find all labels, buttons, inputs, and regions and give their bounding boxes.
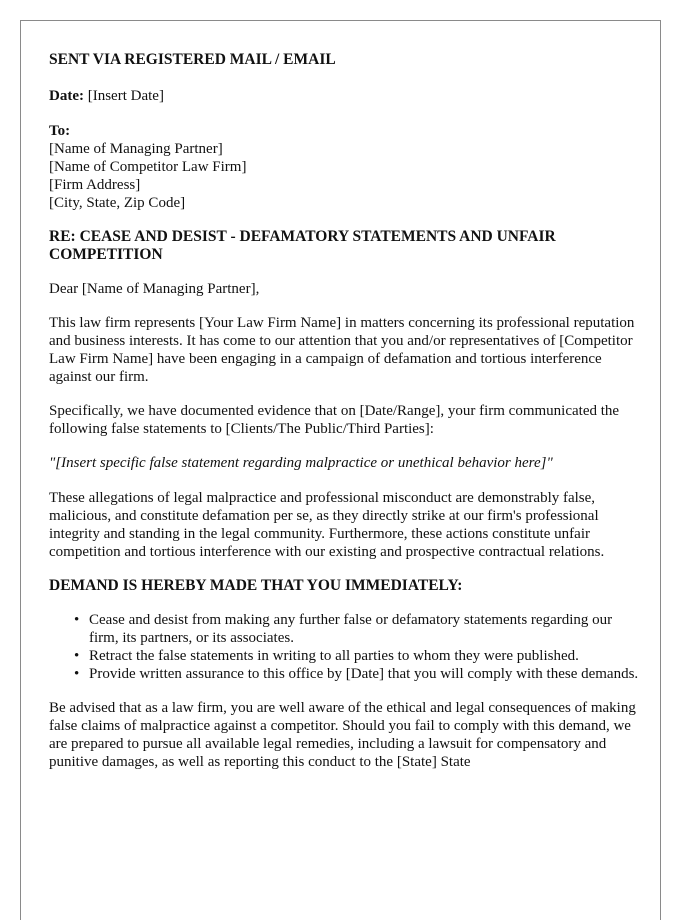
recipient-name: [Name of Managing Partner]: [49, 141, 223, 157]
recipient-address-block: [49, 122, 639, 212]
letter-page: [20, 20, 661, 920]
evidence-paragraph: Specifically, we have documented evidence that on [Date/Range], your firm communicated the following false statements to [Clients/The Public/Third Parties]:: [49, 403, 620, 437]
bullet-icon: •: [74, 648, 80, 664]
demand-text: Provide written assurance to this office by [Date] that you will comply with these demands.: [89, 666, 639, 682]
demand-item: [74, 611, 639, 647]
bullet-icon: •: [74, 612, 80, 628]
delivery-method-header: SENT VIA REGISTERED MAIL / EMAIL: [49, 51, 336, 68]
intro-paragraph: This law firm represents [Your Law Firm Name] in matters concerning its professional reputation and business interests. It has come to our attention that you and/or representatives of [Competitor Law Firm Name] have been engaging in a campaign of defamation and tortious interference against our firm.: [49, 315, 635, 385]
recipient-firm: [Name of Competitor Law Firm]: [49, 159, 247, 175]
date-line: [49, 87, 639, 105]
recipient-address: [Firm Address]: [49, 177, 141, 193]
closing-paragraph: Be advised that as a law firm, you are well aware of the ethical and legal consequences of making false claims of malpractice against a competitor. Should you fail to comply with this demand, we are prepared to pursue all available legal remedies, including a lawsuit for compensatory and punitive damages, as well as reporting this conduct to the [State] State: [49, 700, 636, 770]
subject-line: RE: CEASE AND DESIST - DEFAMATORY STATEMENTS AND UNFAIR COMPETITION: [49, 228, 556, 263]
bullet-icon: •: [74, 666, 80, 682]
false-statement-quote: "[Insert specific false statement regarding malpractice or unethical behavior here]": [49, 455, 553, 471]
demand-item: [74, 665, 639, 683]
recipient-city-state-zip: [City, State, Zip Code]: [49, 195, 186, 211]
demand-text: Retract the false statements in writing to all parties to whom they were published.: [89, 648, 579, 664]
letter-body: [49, 51, 639, 804]
demand-text: Cease and desist from making any further false or defamatory statements regarding our firm, its partners, or its associates.: [89, 612, 613, 646]
demand-heading: DEMAND IS HEREBY MADE THAT YOU IMMEDIATELY:: [49, 577, 463, 594]
demand-list: [49, 611, 639, 683]
to-label: To:: [49, 123, 71, 139]
date-value: [Insert Date]: [87, 88, 164, 104]
allegations-paragraph: These allegations of legal malpractice and professional misconduct are demonstrably false, malicious, and constitute defamation per se, as they directly strike at our firm's professional integrity and standing in the legal community. Furthermore, these actions constitute unfair competition and tortious interference with our existing and prospective contractual relations.: [49, 490, 605, 560]
salutation: Dear [Name of Managing Partner],: [49, 281, 260, 297]
date-label: Date:: [49, 88, 84, 104]
demand-item: [74, 647, 639, 665]
